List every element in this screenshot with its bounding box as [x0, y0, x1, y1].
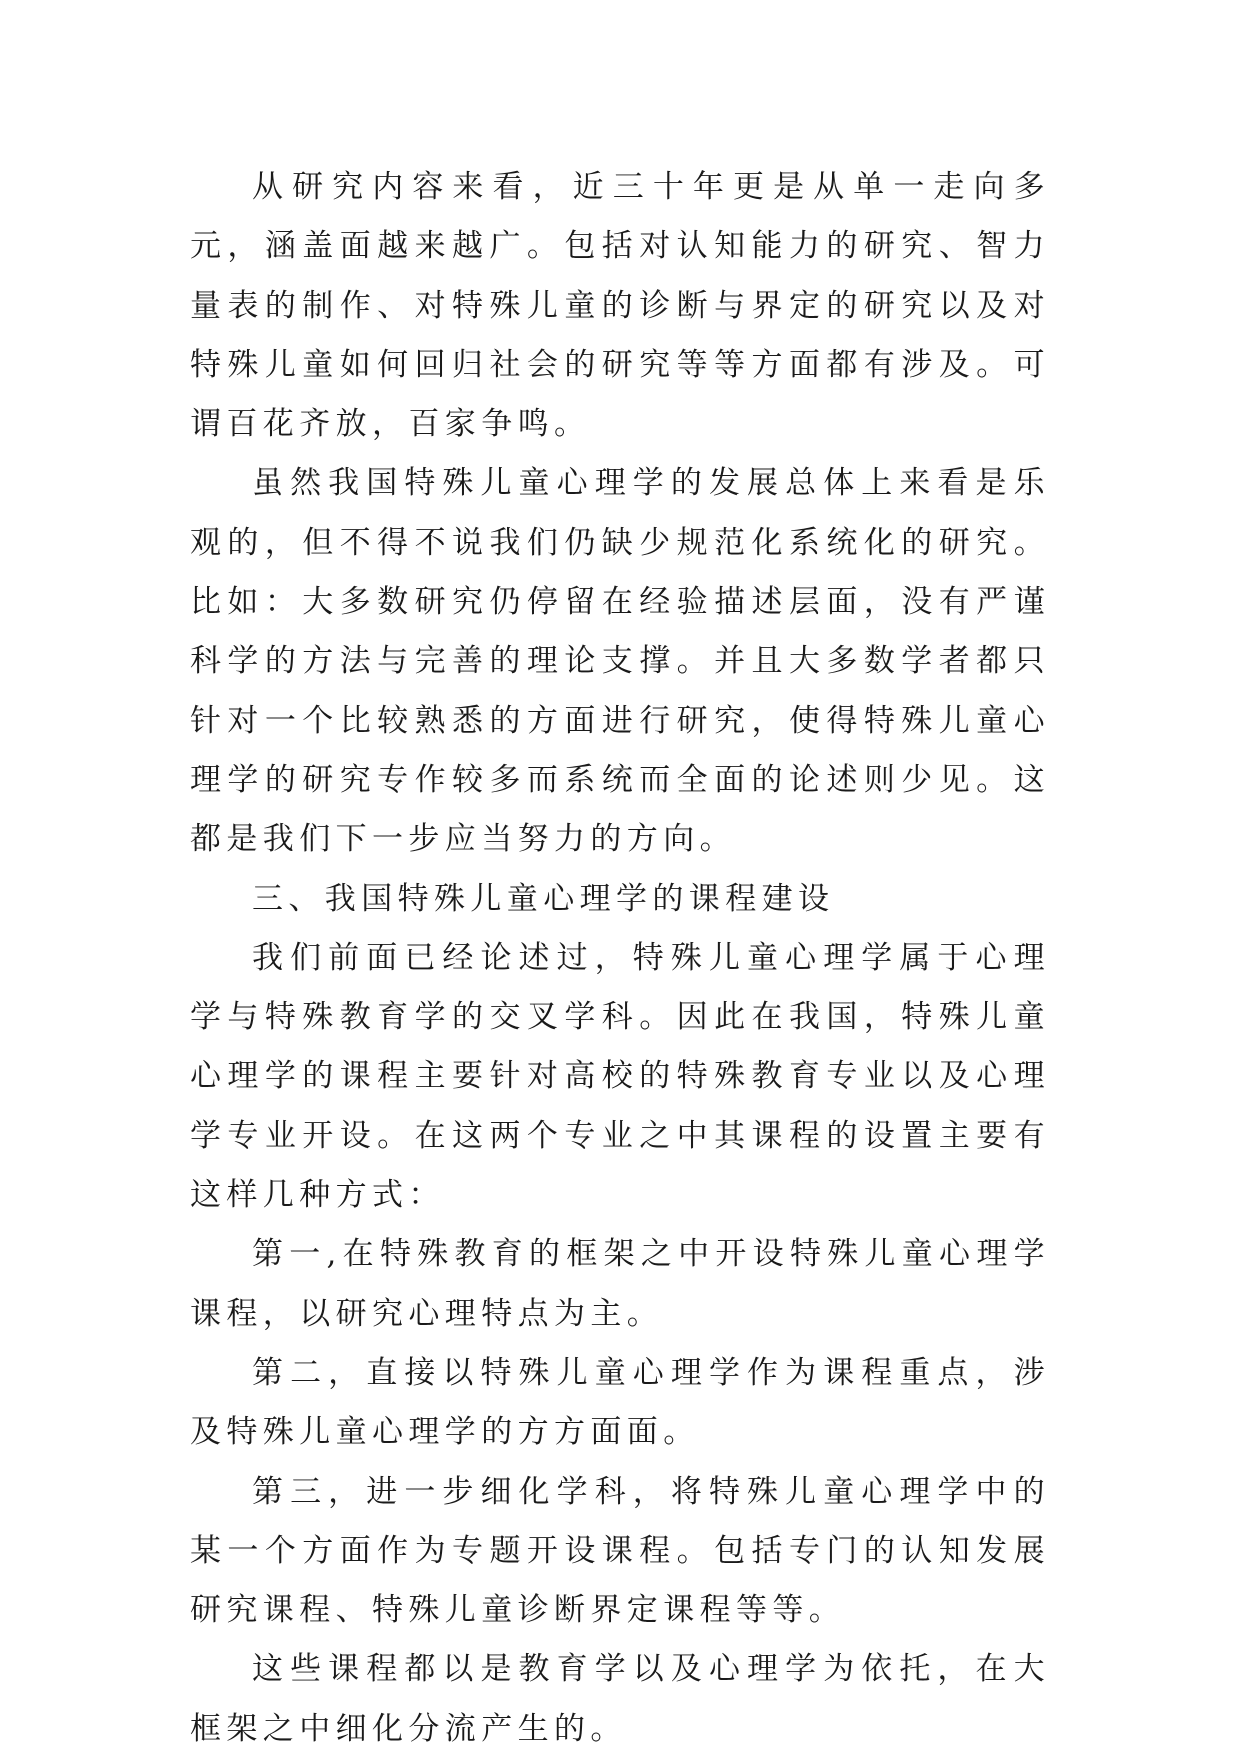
paragraph-course-method-2: 第二，直接以特殊儿童心理学作为课程重点，涉及特殊儿童心理学的方方面面。: [190, 1354, 1050, 1451]
paragraph-course-method-1: 第一,在特殊教育的框架之中开设特殊儿童心理学课程，以研究心理特点为主。: [190, 1236, 1050, 1332]
paragraph-course-summary: 这些课程都以是教育学以及心理学为依托，在大框架之中细化分流产生的。: [190, 1651, 1050, 1747]
paragraph-research-content: 从研究内容来看，近三十年更是从单一走向多元，涵盖面越来越广。包括对认知能力的研究、智力量表的制作、对特殊儿童的诊断与界定的研究以及对特殊儿童如何回归社会的研究等等方面都有涉及。可谓百花齐放，百家争鸣。: [190, 169, 1050, 443]
section-heading: 三、我国特殊儿童心理学的课程建设: [252, 880, 835, 917]
document-body: [190, 158, 1050, 1759]
paragraph-development-outlook: 虽然我国特殊儿童心理学的发展总体上来看是乐观的，但不得不说我们仍缺少规范化系统化的研究。比如：大多数研究仍停留在经验描述层面，没有严谨科学的方法与完善的理论支撑。并且大多数学者都只针对一个比较熟悉的方面进行研究，使得特殊儿童心理学的研究专作较多而系统而全面的论述则少见。这都是我们下一步应当努力的方向。: [190, 465, 1050, 858]
paragraph-course-intro: 我们前面已经论述过，特殊儿童心理学属于心理学与特殊教育学的交叉学科。因此在我国，特殊儿童心理学的课程主要针对高校的特殊教育专业以及心理学专业开设。在这两个专业之中其课程的设置主要有这样几种方式：: [190, 939, 1050, 1214]
paragraph-course-method-3: 第三，进一步细化学科，将特殊儿童心理学中的某一个方面作为专题开设课程。包括专门的认知发展研究课程、特殊儿童诊断界定课程等等。: [190, 1473, 1050, 1629]
